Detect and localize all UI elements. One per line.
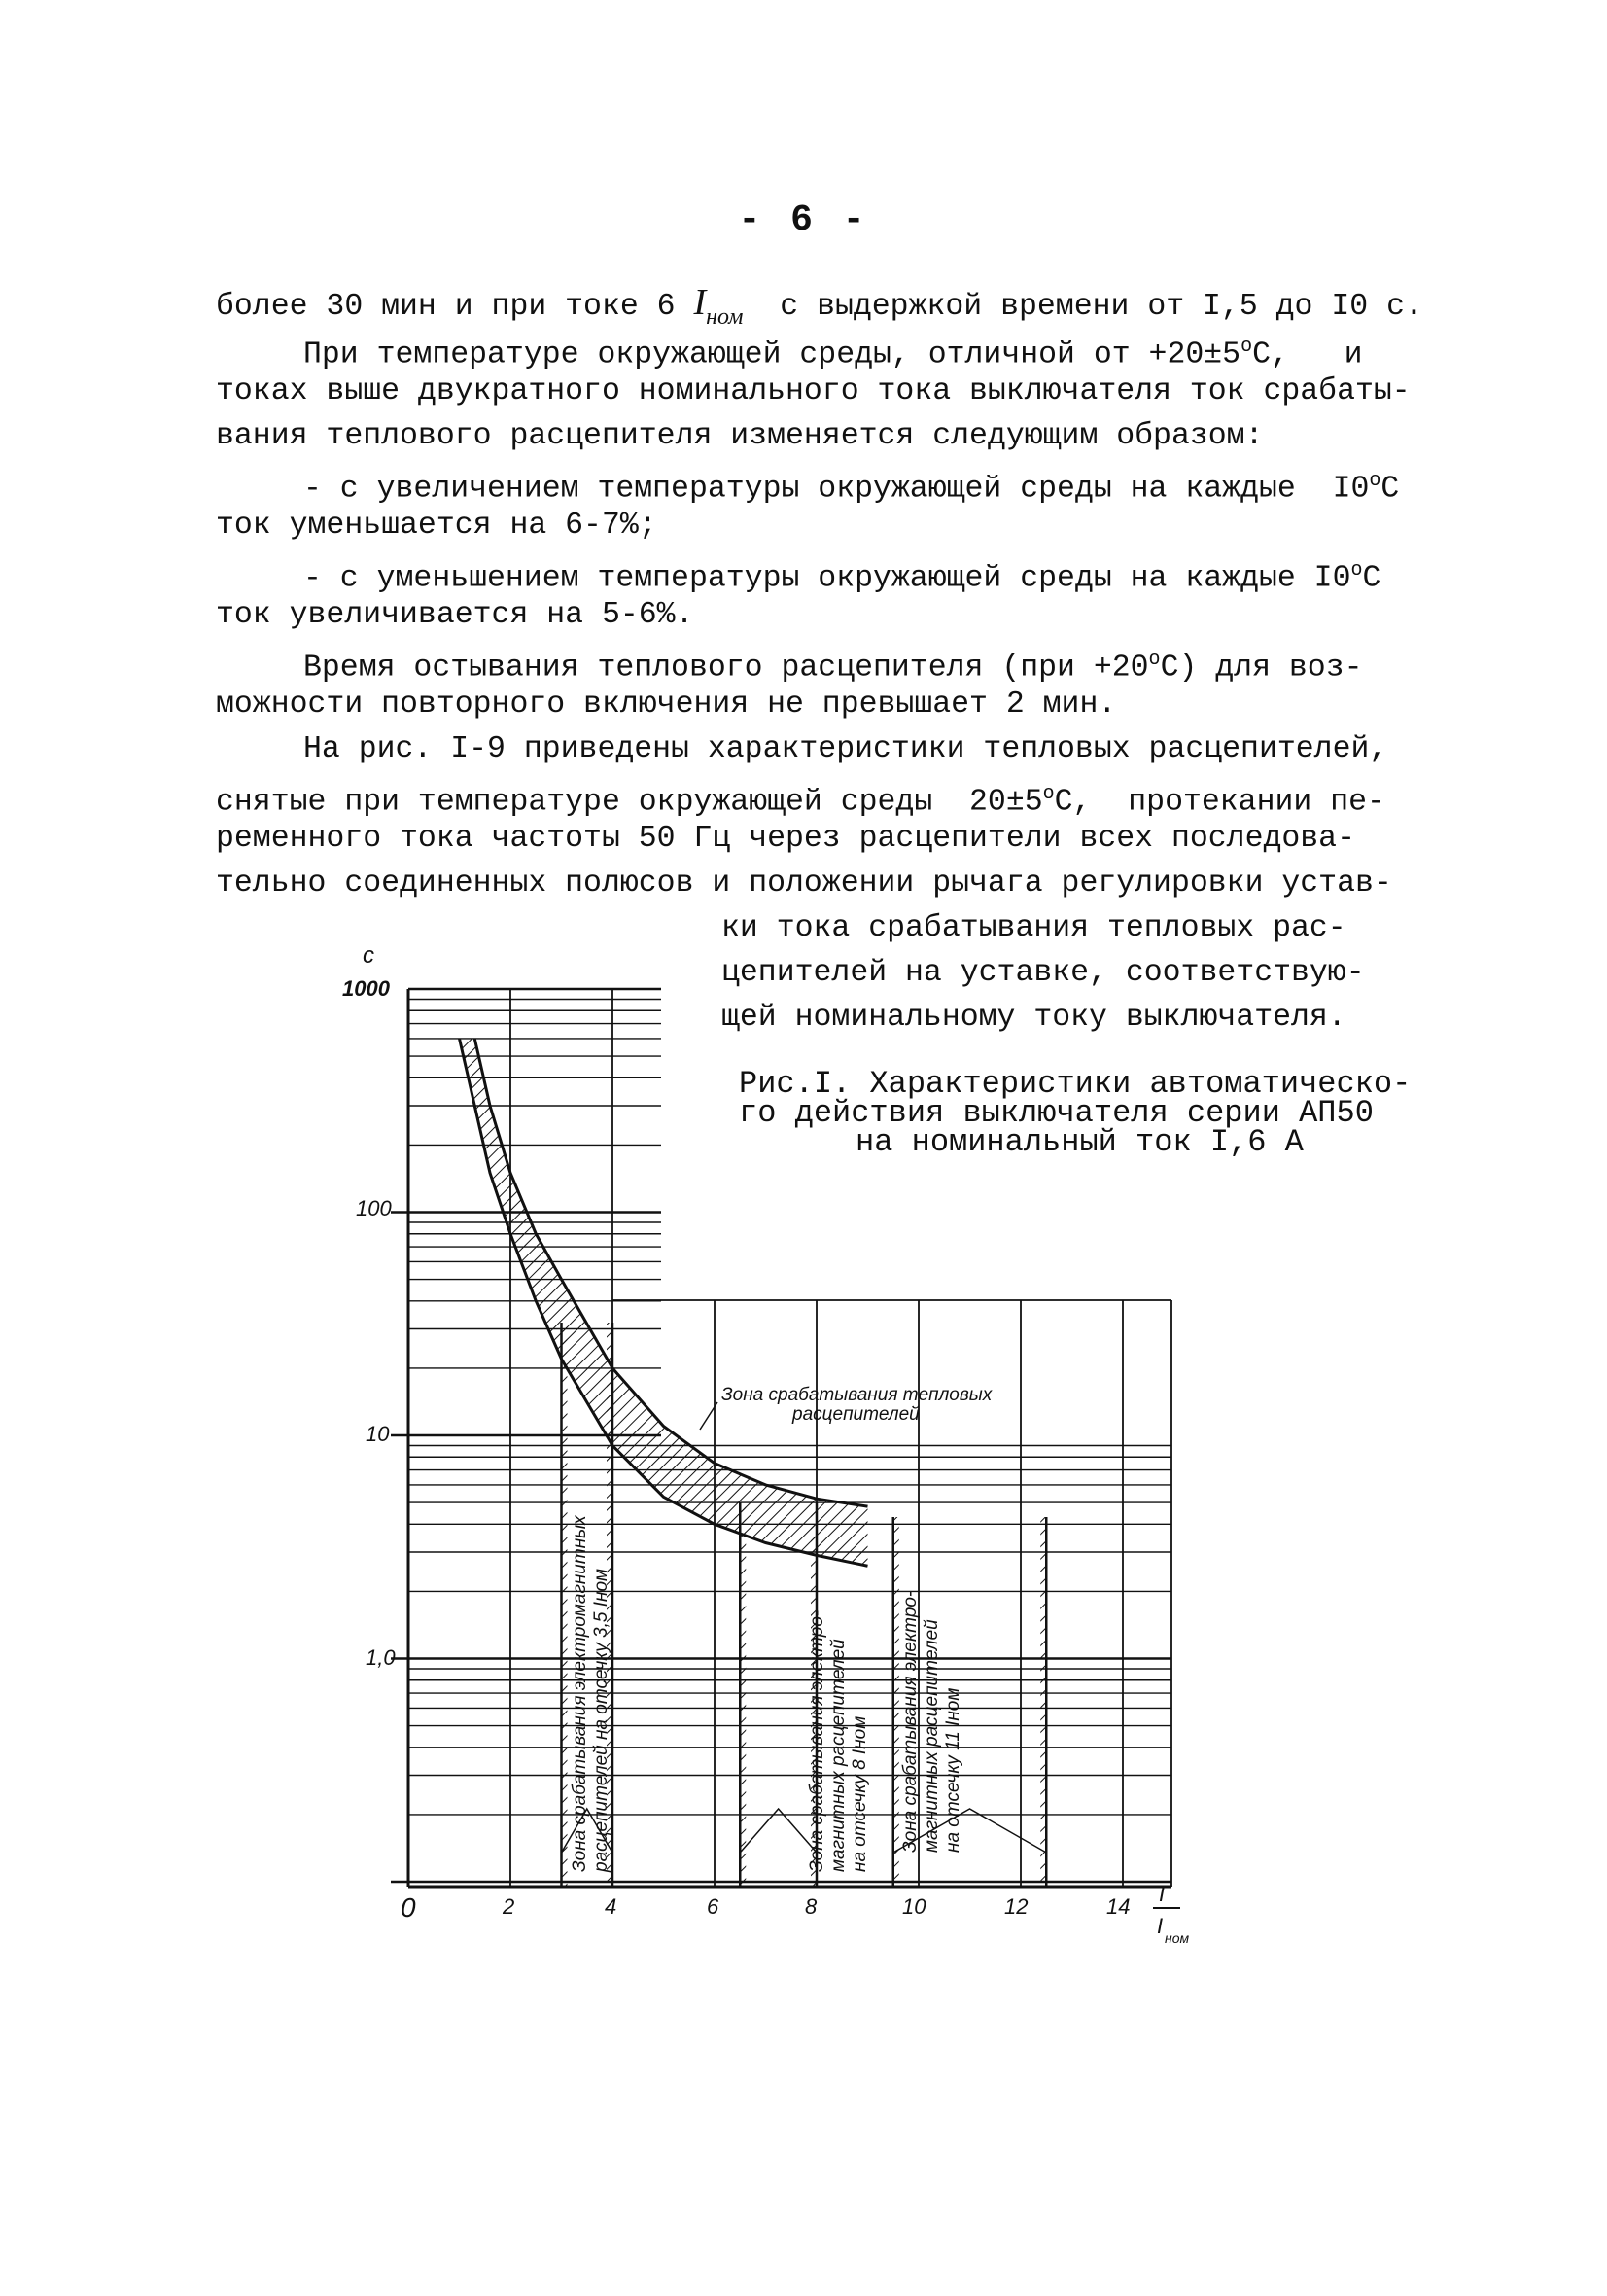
svg-text:магнитных расцепителей: магнитных расцепителей: [828, 1639, 849, 1872]
x-tick-label: 12: [1004, 1894, 1029, 1919]
band-hatch: [1040, 1517, 1046, 1887]
band-hatch: [562, 1323, 568, 1887]
svg-text:Зона срабатывания электро-: Зона срабатывания электро-: [900, 1590, 921, 1853]
caption-line: Рис.I. Характеристики автоматическо-: [739, 1066, 1412, 1102]
line-part: С) для воз-: [1160, 651, 1363, 686]
x-tick-label: 8: [805, 1894, 818, 1919]
svg-text:Зона срабатывания электромагни: Зона срабатывания электромагнитных: [570, 1515, 590, 1872]
thermal-zone-label: расцепителей: [792, 1404, 920, 1425]
x-tick-label: 14: [1106, 1894, 1131, 1919]
line-part: снятые при температуре окружающей среды 20±5: [216, 785, 1043, 820]
x-tick-label: 4: [605, 1894, 617, 1919]
line-part: - с увеличением температуры окружающей среды на каждые I0: [303, 472, 1370, 507]
x-axis-denominator-sub: ном: [1165, 1930, 1190, 1946]
caption-line: на номинальный ток I,6 А: [856, 1124, 1304, 1160]
text-line: ки тока срабатывания тепловых рас-: [721, 911, 1346, 945]
band3-label: [900, 1591, 963, 1853]
svg-text:магнитных расцепителей: магнитных расцепителей: [922, 1619, 942, 1853]
degree-sup: о: [1350, 559, 1363, 582]
y-tick-label: 1,0: [366, 1645, 396, 1670]
band-hatch: [740, 1502, 746, 1887]
line-part: С: [1380, 472, 1400, 507]
y-axis-unit: с: [363, 942, 374, 969]
text-line: токах выше двукратного номинального тока выключателя ток срабаты-: [216, 374, 1411, 408]
text-line: можности повторного включения не превышает 2 мин.: [216, 688, 1117, 722]
line-part: С: [1362, 561, 1381, 596]
text-line: ток увеличивается на 5-6%.: [216, 598, 694, 632]
band1-label: [570, 1514, 611, 1873]
x-tick-label: 0: [401, 1892, 416, 1923]
x-tick-label: 6: [707, 1894, 719, 1919]
text-line: щей номинальному току выключателя.: [721, 1001, 1346, 1035]
page-number: - 6 -: [738, 199, 869, 241]
x-axis-numerator: I: [1159, 1882, 1166, 1906]
line-part: При температуре окружающей среды, отличной от +20±5: [303, 337, 1241, 372]
thermal-zone-label: Зона срабатывания тепловых: [721, 1385, 993, 1405]
thermal-zone-fill: [460, 1039, 868, 1566]
line-part: С, протекании пе-: [1054, 785, 1385, 820]
line-suffix: с выдержкой времени от I,5 до I0 с.: [780, 290, 1423, 324]
x-tick-label: 10: [902, 1894, 926, 1919]
x-axis-denominator: I: [1157, 1914, 1164, 1938]
text-line: На рис. I-9 приведены характеристики тепловых расцепителей,: [303, 732, 1388, 766]
band2-label: [807, 1610, 870, 1872]
current-subscript: ном: [706, 304, 744, 330]
svg-text:на отсечку 8 Iном: на отсечку 8 Iном: [850, 1715, 870, 1872]
text-line: цепителей на уставке, соответствую-: [721, 956, 1365, 990]
degree-sup: о: [1148, 649, 1161, 671]
svg-text:на отсечку 11 Iном: на отсечку 11 Iном: [943, 1687, 963, 1853]
text-line: ременного тока частоты 50 Гц через расцепители всех последова-: [216, 822, 1355, 856]
y-tick-label: 1000: [342, 976, 390, 1001]
current-symbol: I: [693, 282, 707, 323]
band-chevron: [740, 1809, 817, 1853]
line-part: Время остывания теплового расцепителя (при +20: [303, 651, 1149, 686]
degree-sup: о: [1240, 336, 1253, 358]
text-line: тельно соединенных полюсов и положении рычага регулировки устав-: [216, 866, 1392, 901]
svg-text:Зона срабатывания электро-: Зона срабатывания электро-: [807, 1609, 827, 1872]
line-part: С, и: [1252, 337, 1363, 372]
y-tick-label: 10: [366, 1422, 390, 1446]
x-tick-label: 2: [503, 1894, 515, 1919]
y-tick-label: 100: [356, 1196, 392, 1220]
caption-line: го действия выключателя серии АП50: [739, 1095, 1374, 1131]
svg-text:расцепителей на отсечку 3,5 Iн: расцепителей на отсечку 3,5 Iном: [591, 1568, 611, 1872]
chart-grid: [391, 989, 1171, 1887]
degree-sup: о: [1042, 783, 1055, 805]
thermal-zone: [460, 1039, 868, 1566]
line-part: - с уменьшением температуры окружающей среды на каждые I0: [303, 561, 1351, 596]
degree-sup: о: [1369, 470, 1381, 492]
line-prefix: более 30 мин и при токе 6: [216, 290, 676, 324]
text-line: ток уменьшается на 6-7%;: [216, 509, 657, 543]
band-hatch: [893, 1517, 899, 1887]
text-line: вания теплового расцепителя изменяется следующим образом:: [216, 419, 1264, 453]
